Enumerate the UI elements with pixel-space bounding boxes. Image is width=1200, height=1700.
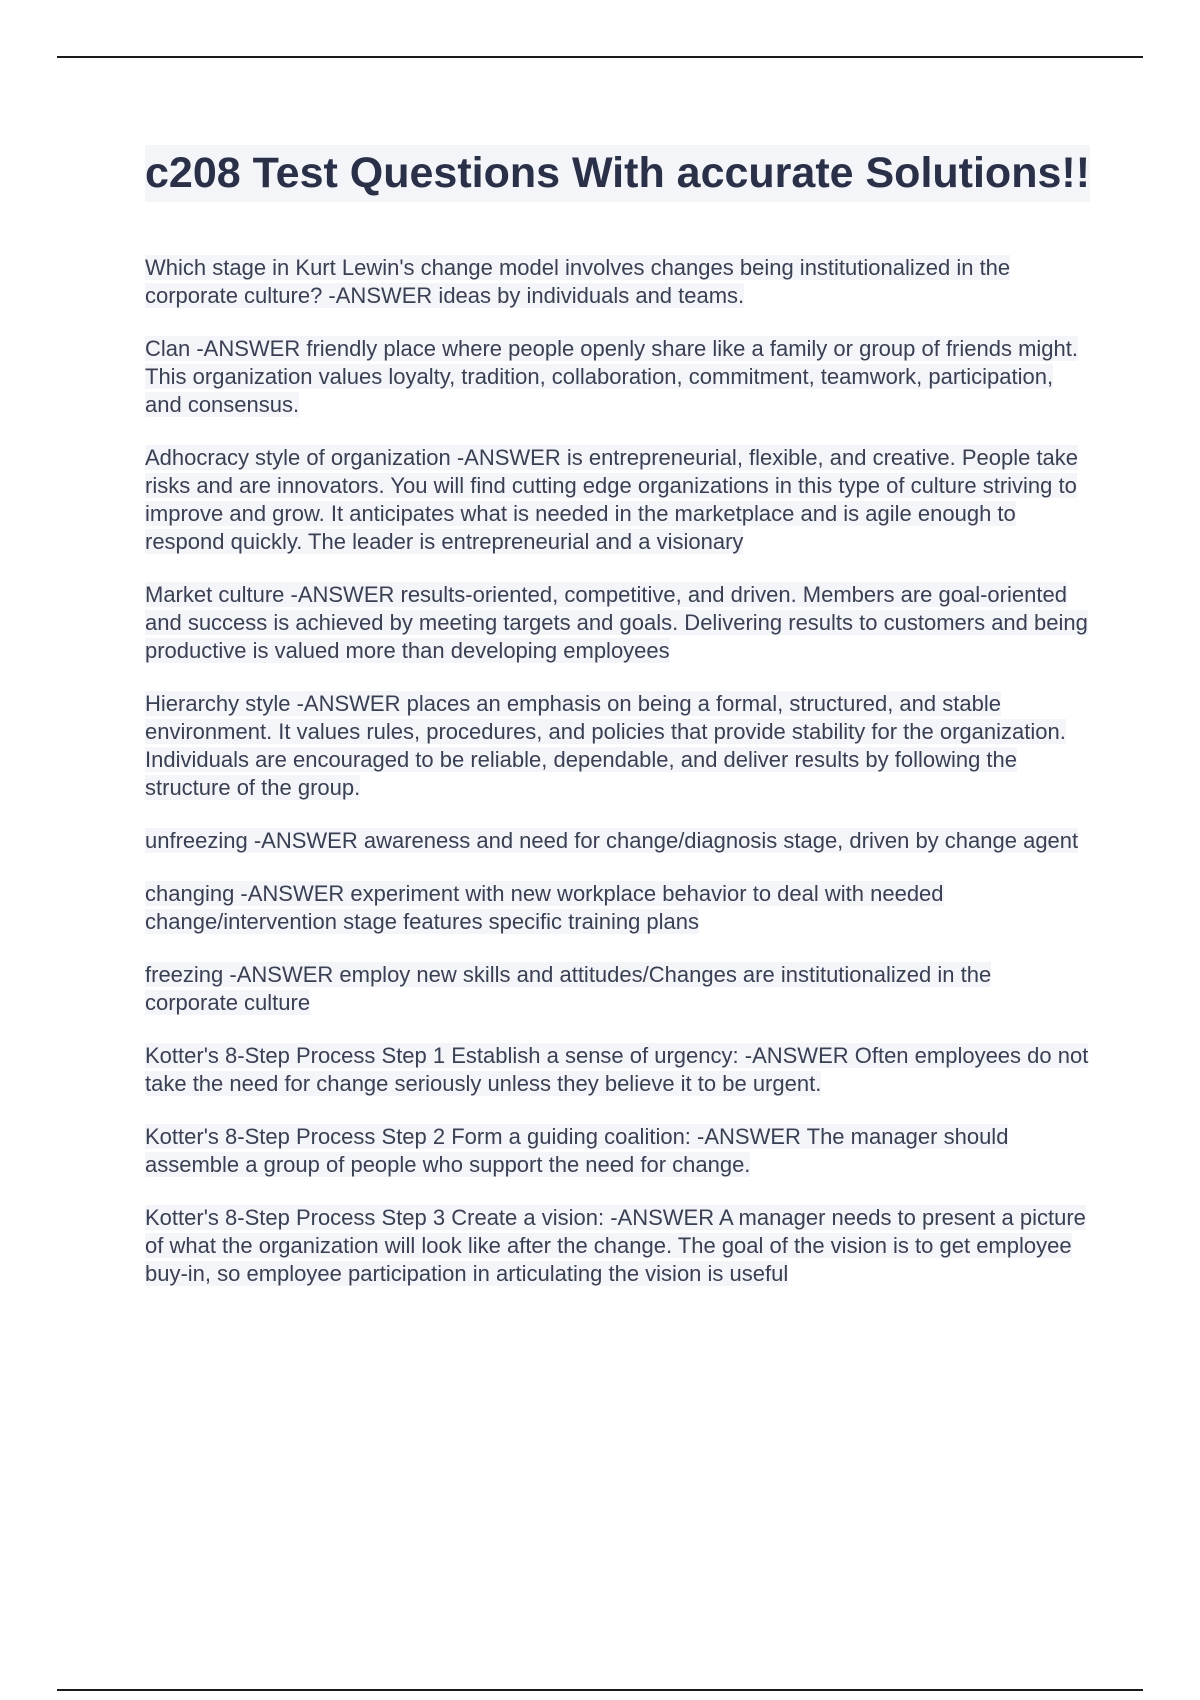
qa-item-text: Hierarchy style -ANSWER places an emphasis on being a formal, structured, and stable environment. It values rules, procedures, and policies that provide stability for the organization. Individuals are encouraged to be reliable, dependable, and deliver results by following the structure of the group. bbox=[145, 691, 1066, 800]
qa-item-text: Adhocracy style of organization -ANSWER is entrepreneurial, flexible, and creative. People take risks and are innovators. You will find cutting edge organizations in this type of culture striving to improve and grow. It anticipates what is needed in the marketplace and is agile enough to respond quickly. The leader is entrepreneurial and a visionary bbox=[145, 445, 1079, 554]
qa-item-text: Clan -ANSWER friendly place where people openly share like a family or group of friends might. This organization values loyalty, tradition, collaboration, commitment, teamwork, participation, and consensus. bbox=[145, 336, 1078, 417]
qa-item-text: unfreezing -ANSWER awareness and need for change/diagnosis stage, driven by change agent bbox=[145, 828, 1079, 853]
qa-item-1 bbox=[145, 254, 1090, 310]
qa-item-6 bbox=[145, 827, 1090, 855]
qa-item-text: Market culture -ANSWER results-oriented, competitive, and driven. Members are goal-oriented and success is achieved by meeting targets and goals. Delivering results to customers and being productive is valued more than developing employees bbox=[145, 582, 1088, 663]
qa-item-11 bbox=[145, 1204, 1090, 1288]
qa-item-5 bbox=[145, 690, 1090, 802]
qa-item-text: Kotter's 8-Step Process Step 1 Establish a sense of urgency: -ANSWER Often employees do not take the need for change seriously unless they believe it to be urgent. bbox=[145, 1043, 1089, 1096]
qa-item-10 bbox=[145, 1123, 1090, 1179]
document-body bbox=[145, 145, 1090, 1313]
qa-item-text: changing -ANSWER experiment with new workplace behavior to deal with needed change/intervention stage features specific training plans bbox=[145, 881, 944, 934]
qa-item-4 bbox=[145, 581, 1090, 665]
qa-item-2 bbox=[145, 335, 1090, 419]
header-rule bbox=[57, 56, 1143, 58]
footer-rule bbox=[57, 1689, 1143, 1691]
qa-item-8 bbox=[145, 961, 1090, 1017]
qa-item-text: Kotter's 8-Step Process Step 3 Create a vision: -ANSWER A manager needs to present a picture of what the organization will look like after the change. The goal of the vision is to get employee buy-in, so employee participation in articulating the vision is useful bbox=[145, 1205, 1086, 1286]
qa-item-7 bbox=[145, 880, 1090, 936]
title-block bbox=[145, 145, 1090, 202]
qa-item-9 bbox=[145, 1042, 1090, 1098]
qa-item-3 bbox=[145, 444, 1090, 556]
document-title: c208 Test Questions With accurate Solutions!! bbox=[145, 149, 1091, 197]
qa-item-text: Kotter's 8-Step Process Step 2 Form a guiding coalition: -ANSWER The manager should assemble a group of people who support the need for change. bbox=[145, 1124, 1009, 1177]
qa-item-text: Which stage in Kurt Lewin's change model involves changes being institutionalized in the corporate culture? -ANSWER ideas by individuals and teams. bbox=[145, 255, 1011, 308]
qa-item-text: freezing -ANSWER employ new skills and attitudes/Changes are institutionalized in the corporate culture bbox=[145, 962, 992, 1015]
